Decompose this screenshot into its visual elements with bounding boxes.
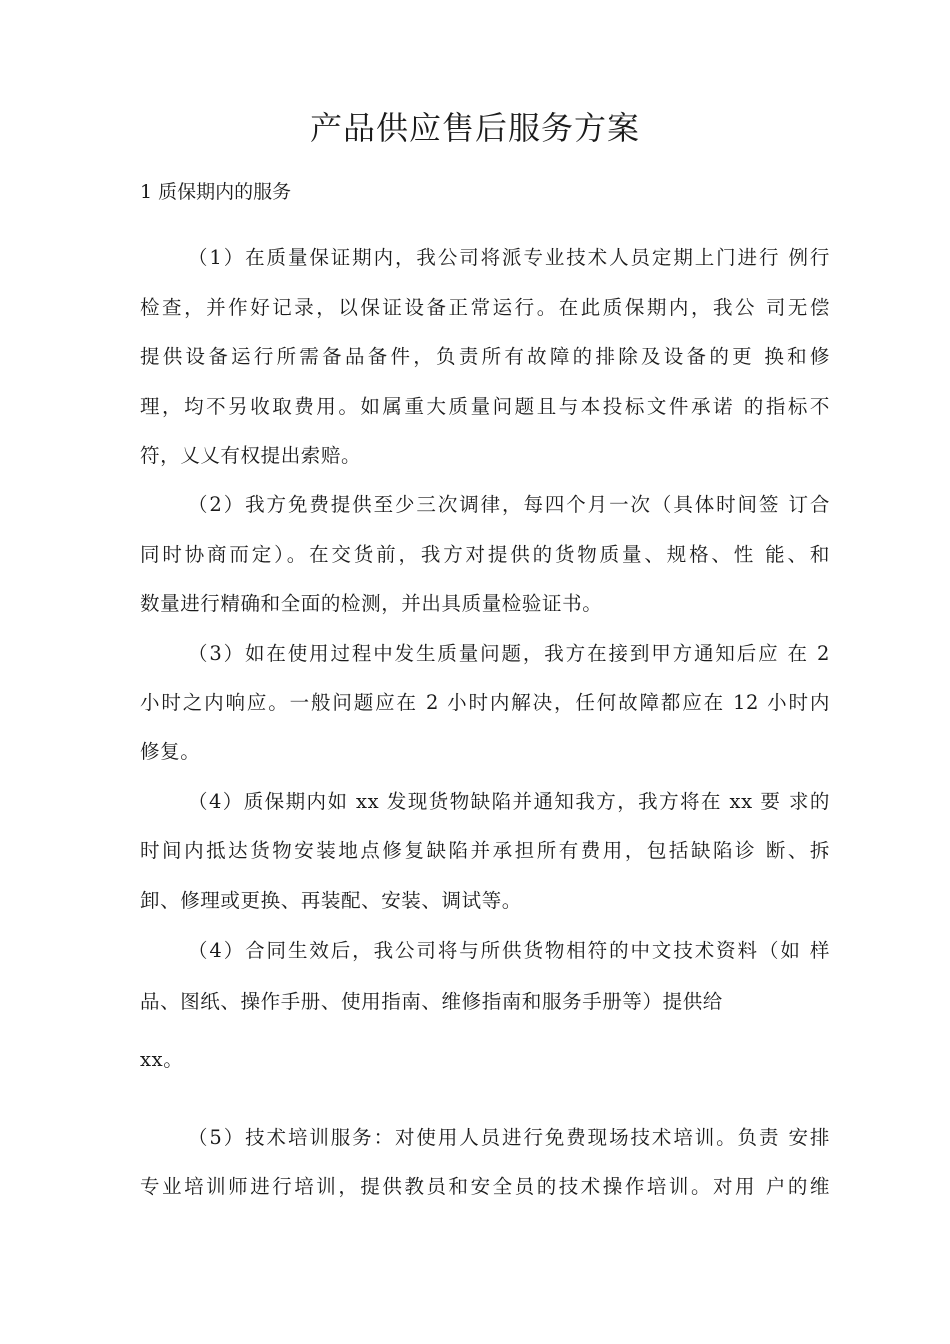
paragraph-line: 检查，并作好记录，以保证设备正常运行。在此质保期内，我公 司无偿	[140, 296, 830, 319]
paragraph-line: （1）在质量保证期内，我公司将派专业技术人员定期上门进行 例行	[188, 246, 830, 269]
paragraph-line: 同时协商而定）。在交货前，我方对提供的货物质量、规格、性 能、和	[140, 543, 830, 566]
paragraph-line: 数量进行精确和全面的检测，并出具质量检验证书。	[140, 592, 603, 615]
paragraph-line: 符，乂乂有权提出索赔。	[140, 444, 362, 467]
paragraph-line: 专业培训师进行培训，提供教员和安全员的技术操作培训。对用 户的维	[140, 1175, 830, 1198]
paragraph-line: 修复。	[140, 740, 201, 763]
paragraph-line: 时间内抵达货物安装地点修复缺陷并承担所有费用，包括缺陷诊 断、拆	[140, 839, 830, 862]
paragraph-line: （3）如在使用过程中发生质量问题，我方在接到甲方通知后应 在 2	[188, 642, 830, 665]
paragraph-line: 理，均不另收取费用。如属重大质量问题且与本投标文件承诺 的指标不	[140, 395, 830, 418]
paragraph-line: 提供设备运行所需备品备件，负责所有故障的排除及设备的更 换和修	[140, 345, 830, 368]
paragraph-line: （4）合同生效后，我公司将与所供货物相符的中文技术资料（如 样	[188, 939, 830, 962]
paragraph-line: （5）技术培训服务：对使用人员进行免费现场技术培训。负责 安排	[188, 1126, 830, 1149]
paragraph-line: 小时之内响应。一般问题应在 2 小时内解决，任何故障都应在 12 小时内	[140, 691, 830, 714]
document-title: 产品供应售后服务方案	[309, 109, 640, 147]
paragraph-line: （4）质保期内如 xx 发现货物缺陷并通知我方，我方将在 xx 要 求的	[188, 790, 830, 813]
section-heading: 1 质保期内的服务	[140, 181, 292, 203]
paragraph-line: 品、图纸、操作手册、使用指南、维修指南和服务手册等）提供给	[140, 990, 723, 1013]
paragraph-line: （2）我方免费提供至少三次调律，每四个月一次（具体时间签 订合	[188, 493, 830, 516]
paragraph-line: 卸、修理或更换、再装配、安装、调试等。	[140, 889, 522, 912]
paragraph-line: xx。	[140, 1048, 184, 1071]
